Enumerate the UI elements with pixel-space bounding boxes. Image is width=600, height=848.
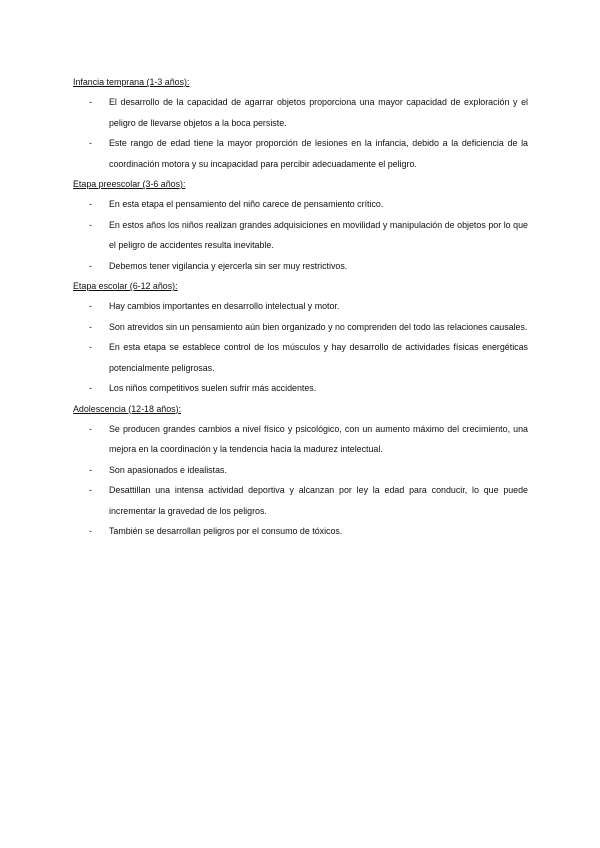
list-item	[73, 296, 528, 316]
list-item	[73, 480, 528, 521]
list-item-text: Son atrevidos sin un pensamiento aún bien organizado y no comprenden del todo las relaciones causales.	[109, 321, 528, 332]
bullet-dash: -	[89, 464, 92, 475]
section-infancia-temprana	[73, 72, 528, 174]
list-item	[73, 378, 528, 398]
section-heading: Adolescencia (12-18 años):	[73, 403, 182, 414]
bullet-list	[73, 296, 528, 398]
bullet-dash: -	[89, 260, 92, 271]
list-item	[73, 460, 528, 480]
list-item-text: También se desarrollan peligros por el consumo de tóxicos.	[109, 525, 343, 536]
section-heading: Etapa escolar (6-12 años):	[73, 281, 178, 292]
bullet-dash: -	[89, 485, 92, 496]
list-item-text: En esta etapa se establece control de los músculos y hay desarrollo de actividades físicas energéticas potencialmente peligrosas.	[109, 342, 528, 373]
bullet-dash: -	[89, 383, 92, 394]
section-heading: Etapa preescolar (3-6 años):	[73, 179, 186, 190]
list-item-text: En esta etapa el pensamiento del niño carece de pensamiento crítico.	[109, 199, 384, 210]
bullet-list	[73, 92, 528, 174]
section-adolescencia	[73, 399, 528, 542]
bullet-dash: -	[89, 321, 92, 332]
bullet-dash: -	[89, 199, 92, 210]
bullet-dash: -	[89, 301, 92, 312]
list-item-text: Este rango de edad tiene la mayor proporción de lesiones en la infancia, debido a la deficiencia de la coordinación motora y su incapacidad para percibir adecuadamente el peligro.	[109, 138, 528, 169]
bullet-list	[73, 194, 528, 276]
bullet-dash: -	[89, 342, 92, 353]
list-item-text: En estos años los niños realizan grandes adquisiciones en movilidad y manipulación de objetos por lo que el peligro de accidentes resulta inevitable.	[109, 219, 528, 251]
bullet-dash: -	[89, 97, 92, 108]
bullet-dash: -	[89, 138, 92, 149]
document-body	[73, 72, 528, 541]
list-item-text: Los niños competitivos suelen sufrir más accidentes.	[109, 383, 317, 394]
list-item	[73, 215, 528, 256]
list-item	[73, 92, 528, 133]
list-item	[73, 256, 528, 276]
section-etapa-escolar	[73, 276, 528, 398]
list-item	[73, 419, 528, 460]
list-item	[73, 194, 528, 214]
list-item	[73, 521, 528, 541]
bullet-dash: -	[89, 423, 92, 434]
list-item	[73, 133, 528, 174]
list-item-text: Hay cambios importantes en desarrollo intelectual y motor.	[109, 301, 340, 312]
list-item	[73, 317, 528, 337]
list-item-text: Debemos tener vigilancia y ejercerla sin ser muy restrictivos.	[109, 260, 348, 271]
list-item-text: Son apasionados e idealistas.	[109, 464, 227, 475]
bullet-list	[73, 419, 528, 541]
list-item-text: El desarrollo de la capacidad de agarrar objetos proporciona una mayor capacidad de exploración y el peligro de llevarse objetos a la boca persiste.	[109, 97, 528, 128]
bullet-dash: -	[89, 525, 92, 536]
list-item	[73, 337, 528, 378]
list-item-text: Desattillan una intensa actividad deportiva y alcanzan por ley la edad para conducir, lo que puede incrementar la gravedad de los peligros.	[109, 485, 528, 516]
section-heading: Infancia temprana (1-3 años):	[73, 77, 190, 87]
section-etapa-preescolar	[73, 174, 528, 276]
bullet-dash: -	[89, 219, 92, 230]
list-item-text: Se producen grandes cambios a nivel físico y psicológico, con un aumento máximo del crecimiento, una mejora en la coordinación y la tendencia hacia la madurez intelectual.	[109, 423, 528, 455]
